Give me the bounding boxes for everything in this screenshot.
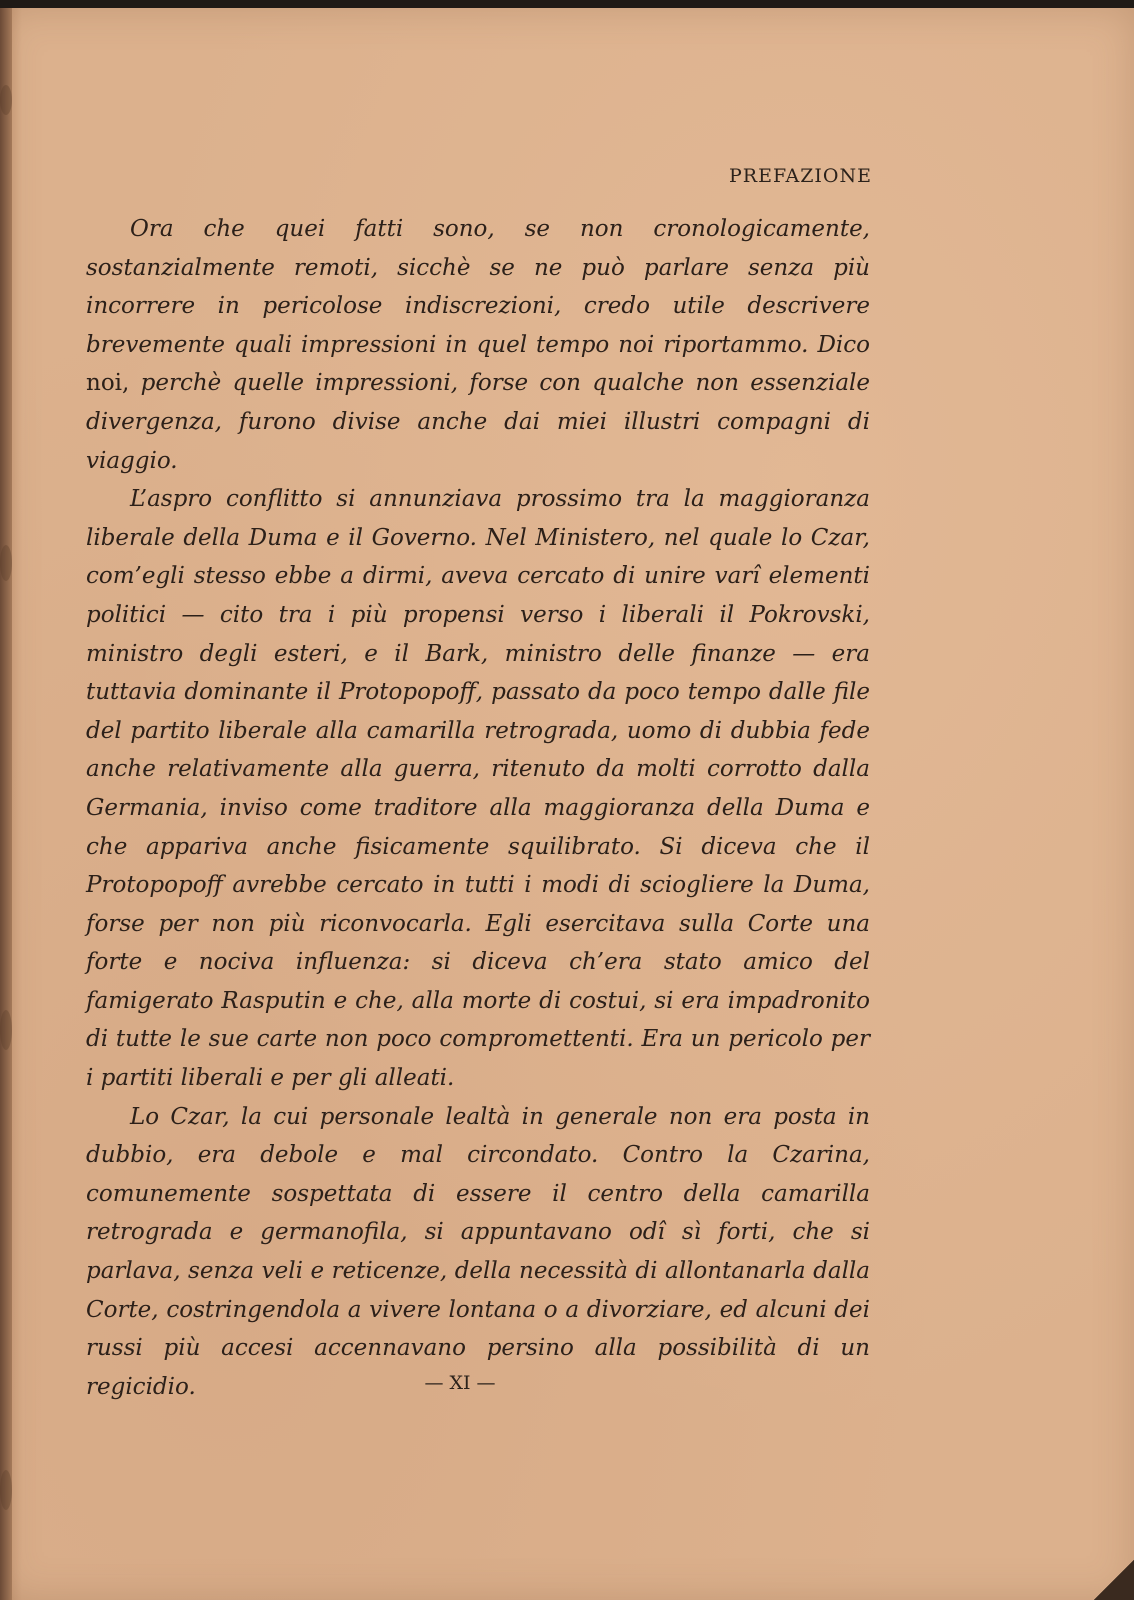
running-head: PREFAZIONE xyxy=(729,165,872,187)
page-corner-fold xyxy=(1094,1560,1134,1600)
paragraph xyxy=(86,210,870,480)
body-text xyxy=(86,210,870,1406)
page-number: — XI — xyxy=(424,1372,496,1394)
paragraph-text: Ora che quei fatti sono, se non cronologicamente, sostanzialmente remoti, sicchè se ne può parlare senza più incorrere in pericolose indiscrezioni, credo utile descrivere brevemente quali impressioni in quel tempo noi riportammo. Dico xyxy=(86,216,870,358)
paragraph: L’aspro conflitto si annunziava prossimo tra la maggioranza liberale della Duma e il Governo. Nel Ministero, nel quale lo Czar, com’egli stesso ebbe a dirmi, aveva cercato di unire varî elementi politici — cito tra i più propensi verso i liberali il Pokrovski, ministro degli esteri, e il Bark, ministro delle finanze — era tuttavia dominante il Protopopoff, passato da poco tempo dalle file del partito liberale alla camarilla retrograda, uomo di dubbia fede anche relativamente alla guerra, ritenuto da molti corrotto dalla Germania, inviso come traditore alla maggioranza della Duma e che appariva anche fisicamente squilibrato. Si diceva che il Protopopoff avrebbe cercato in tutti i modi di sciogliere la Duma, forse per non più riconvocarla. Egli esercitava sulla Corte una forte e nociva influenza: si diceva ch’era stato amico del famigerato Rasputin e che, alla morte di costui, si era impadronito di tutte le sue carte non poco compromettenti. Era un pericolo per i partiti liberali e per gli alleati. xyxy=(86,486,870,1092)
binding-blot xyxy=(0,545,12,581)
paragraph: Lo Czar, la cui personale lealtà in generale non era posta in dubbio, era debole e mal circondato. Contro la Czarina, comunemente sospettata di essere il centro della camarilla retrograda e germanofila, si appuntavano odî sì forti, che si parlava, senza veli e reticenze, della necessità di allontanarla dalla Corte, costringendola a vivere lontana o a divorziare, ed alcuni dei russi più accesi accennavano persino alla possibilità di un regicidio. xyxy=(86,1103,870,1400)
paragraph-upright-word: noi, xyxy=(86,370,130,397)
page-binding-edge xyxy=(0,8,12,1600)
binding-blot xyxy=(0,1470,12,1510)
paragraph-text: perchè quelle impressioni, forse con qualche non essenziale divergenza, furono divise anche dai miei illustri compagni di viaggio. xyxy=(86,370,870,474)
binding-blot xyxy=(0,85,12,115)
binding-blot xyxy=(0,1010,12,1050)
